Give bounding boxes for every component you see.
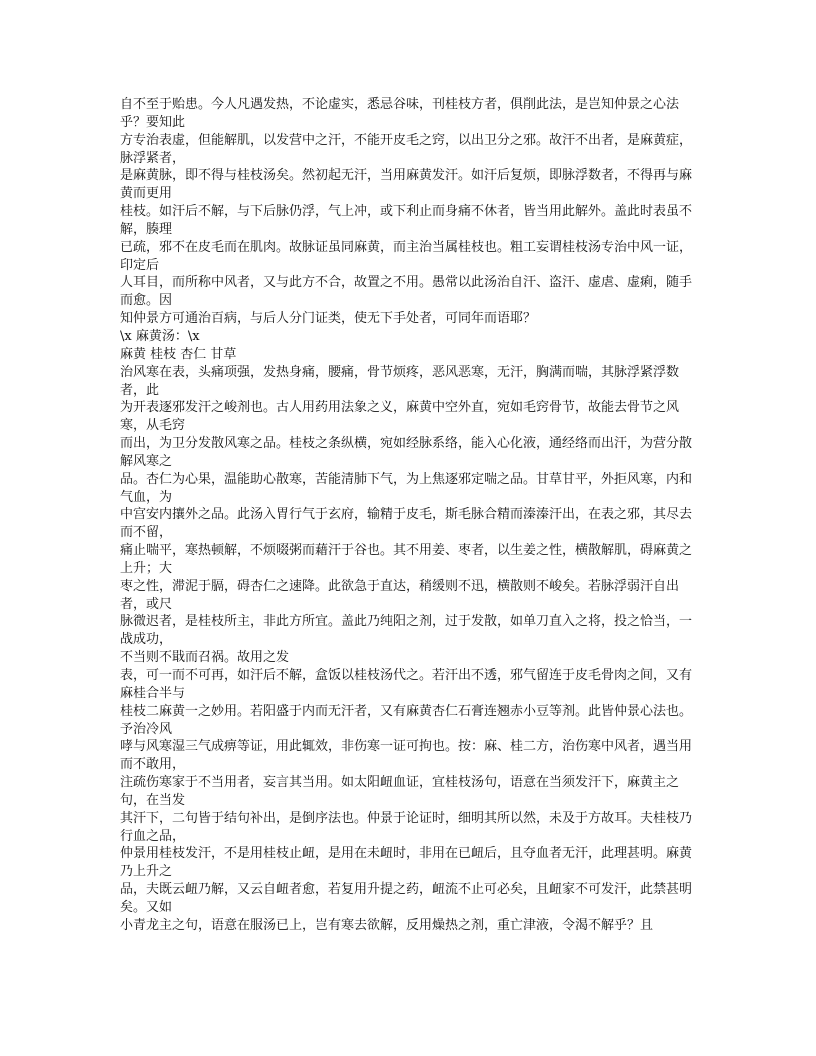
text-line: 方专治表虚，但能解肌，以发营中之汗，不能开皮毛之窍，以出卫分之邪。故汗不出者，是麻黄症，脉浮紧者，	[120, 132, 693, 166]
text-line: 为开表逐邪发汗之峻剂也。古人用药用法象之义，麻黄中空外直，宛如毛窍骨节，故能去骨节之风寒，从毛窍	[120, 400, 680, 434]
text-line: 注疏伤寒家于不当用者，妄言其当用。如太阳衄血证，宜桂枝汤句，语意在当须发汗下，麻黄主之句，在当发	[120, 775, 680, 808]
text-line: 脉微迟者，是桂枝所主，非此方所宜。盖此乃纯阳之剂，过于发散，如单刀直入之将，投之恰当，一战成功，	[120, 614, 693, 648]
text-line: 其汗下，二句皆于结句补出，是倒序法也。仲景于论证时，细明其所以然，未及于方故耳。夫桂枝乃行血之品，	[120, 810, 693, 844]
text-line: 痛止喘平，寒热顿解，不烦啜粥而藉汗于谷也。其不用姜、枣者，以生姜之性，横散解肌，碍麻黄之上升；大	[120, 543, 693, 576]
text-line: 小青龙主之句，语意在服汤已上，岂有寒去欲解，反用燥热之剂，重亡津液，令渴不解乎？且	[120, 917, 654, 933]
text-line: 桂枝二麻黄一之妙用。若阳盛于内而无汗者，又有麻黄杏仁石膏连翘赤小豆等剂。此皆仲景心法也。予治冷风	[120, 703, 693, 737]
text-line: 桂枝。如汗后不解，与下后脉仍浮，气上冲，或下利止而身痛不休者，皆当用此解外。盖此时表虽不解，腠理	[120, 204, 693, 237]
text-line: 人耳目，而所称中风者，又与此方不合，故置之不用。愚常以此汤治自汗、盗汗、虚虐、虚痢，随手而愈。因	[120, 275, 693, 309]
text-line: 自不至于贻患。今人凡遇发热，不论虚实，悉忌谷味，刊桂枝方者，俱削此法，是岂知仲景之心法乎？要知此	[120, 97, 680, 130]
text-line: 已疏，邪不在皮毛而在肌肉。故脉证虽同麻黄，而主治当属桂枝也。粗工妄谓桂枝汤专治中风一证，印定后	[120, 239, 693, 273]
text-line: 枣之性，滞泥于膈，碍杏仁之速降。此欲急于直达，稍缓则不迅，横散则不峻矣。若脉浮弱汗自出者，或尺	[120, 578, 680, 612]
text-line: 仲景用桂枝发汗，不是用桂枝止衄，是用在未衄时，非用在已衄后，且夺血者无汗，此理甚明。麻黄乃上升之	[120, 846, 693, 880]
text-line: 中宫安内攘外之品。此汤入胃行气于玄府，输精于皮毛，斯毛脉合精而溱溱汗出，在表之邪，其尽去而不留，	[120, 507, 693, 541]
ingredients-line: 麻黄 桂枝 杏仁 甘草	[120, 346, 237, 362]
text-line: 品。杏仁为心果，温能助心散寒，苦能清肺下气，为上焦逐邪定喘之品。甘草甘平，外拒风寒，内和气血，为	[120, 471, 693, 505]
text-line: 不当则不戢而召祸。故用之发	[120, 650, 290, 666]
document-page	[120, 96, 700, 935]
text-line: 哮与风寒湿三气成痹等证，用此辄效，非伤寒一证可拘也。按：麻、桂二方，治伤寒中风者，遇当用而不敢用，	[120, 739, 693, 773]
text-line: 治风寒在表，头痛项强，发热身痛，腰痛，骨节烦疼，恶风恶寒，无汗，胸满而喘，其脉浮紧浮数者，此	[120, 364, 680, 398]
text-line: 知仲景方可通治百病，与后人分门证类，使无下手处者，可同年而语耶？	[120, 311, 537, 327]
text-line: 表，可一而不可再，如汗后不解，盒饭以桂枝汤代之。若汗出不透，邪气留连于皮毛骨肉之间，又有麻桂合半与	[120, 668, 693, 701]
text-line: 品，夫既云衄乃解，又云自衄者愈，若复用升提之药，衄流不止可必矣，且衄家不可发汗，此禁甚明矣。又如	[120, 882, 693, 915]
text-line: 而出，为卫分发散风寒之品。桂枝之条纵横，宛如经脉系络，能入心化液，通经络而出汗，为营分散解风寒之	[120, 436, 693, 469]
text-line: 是麻黄脉，即不得与桂枝汤矣。然初起无汗，当用麻黄发汗。如汗后复烦，即脉浮数者，不得再与麻黄而更用	[120, 168, 693, 202]
section-heading: \x 麻黄汤：\x	[120, 328, 200, 344]
